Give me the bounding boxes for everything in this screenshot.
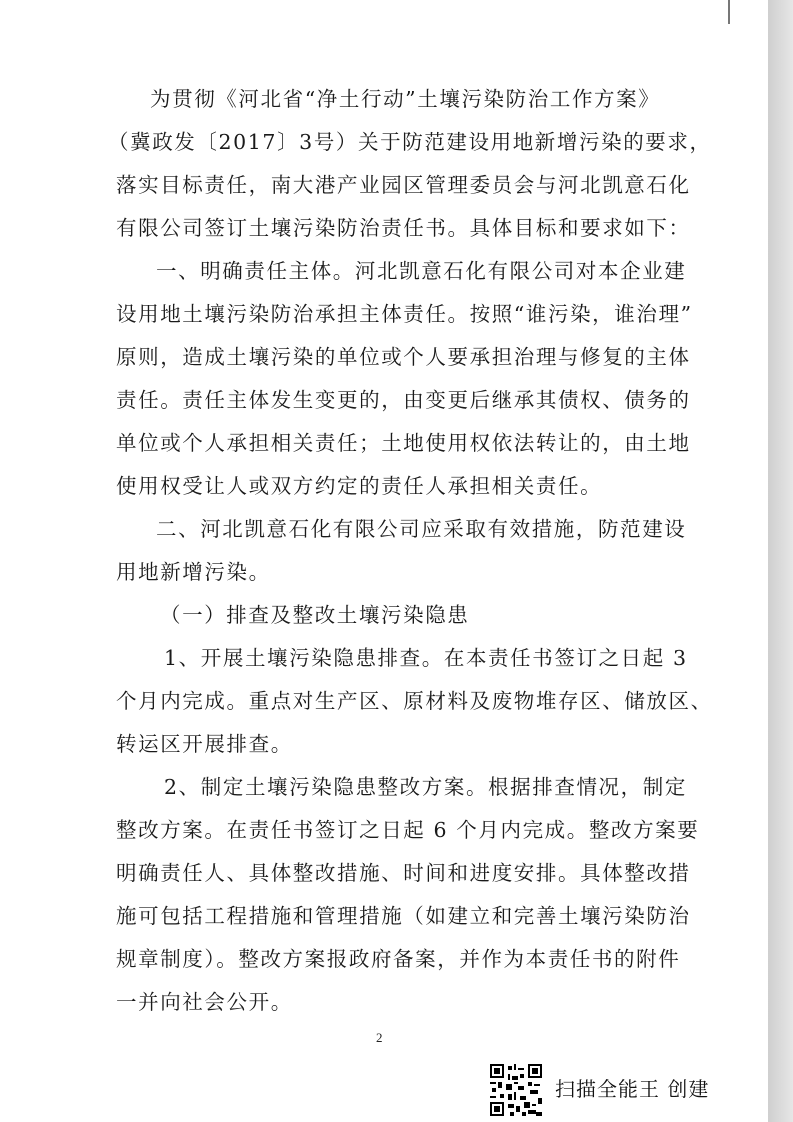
scan-edge-mark	[728, 0, 730, 24]
qr-code-icon	[490, 1064, 542, 1116]
paragraph-line: （冀政发〔2017〕3号）关于防范建设用地新增污染的要求，	[108, 130, 712, 154]
paragraph-line: 2、制定土壤污染隐患整改方案。根据排查情况，制定	[164, 775, 687, 799]
paragraph-line: 单位或个人承担相关责任；土地使用权依法转让的，由土地	[116, 431, 691, 455]
paragraph-line: 原则，造成土壤污染的单位或个人要承担治理与修复的主体	[116, 345, 691, 369]
paragraph-line: 明确责任人、具体整改措施、时间和进度安排。具体整改措	[116, 861, 691, 885]
paragraph-line: 整改方案。在责任书签订之日起 6 个月内完成。整改方案要	[116, 818, 700, 842]
paragraph-line: 二、河北凯意石化有限公司应采取有效措施，防范建设	[156, 517, 687, 541]
paragraph-line: 1、开展土壤污染隐患排查。在本责任书签订之日起 3	[164, 646, 688, 670]
paragraph-line: 转运区开展排查。	[116, 732, 293, 756]
paragraph-line: 一、明确责任主体。河北凯意石化有限公司对本企业建	[156, 259, 687, 283]
paragraph-line: 一并向社会公开。	[116, 990, 293, 1014]
paragraph-line: 为贯彻《河北省“净土行动”土壤污染防治工作方案》	[150, 87, 661, 111]
paragraph-line: 使用权受让人或双方约定的责任人承担相关责任。	[116, 474, 603, 498]
paragraph-line: 落实目标责任，南大港产业园区管理委员会与河北凯意石化	[116, 173, 691, 197]
paragraph-line: 个月内完成。重点对生产区、原材料及废物堆存区、储放区、	[116, 689, 713, 713]
section-heading: （一）排查及整改土壤污染隐患	[160, 603, 470, 627]
paragraph-line: 设用地土壤污染防治承担主体责任。按照“谁污染，谁治理”	[116, 302, 693, 326]
page-number: 2	[376, 1030, 383, 1045]
paragraph-line: 施可包括工程措施和管理措施（如建立和完善土壤污染防治	[116, 904, 691, 928]
paragraph-line: 规章制度）。整改方案报政府备案，并作为本责任书的附件	[116, 947, 681, 971]
scan-margin	[768, 0, 793, 1122]
paragraph-line: 有限公司签订土壤污染防治责任书。具体目标和要求如下：	[116, 216, 691, 240]
paragraph-line: 责任。责任主体发生变更的，由变更后继承其债权、债务的	[116, 388, 691, 412]
paragraph-line: 用地新增污染。	[116, 560, 271, 584]
scanner-watermark: 扫描全能王 创建	[555, 1077, 710, 1101]
